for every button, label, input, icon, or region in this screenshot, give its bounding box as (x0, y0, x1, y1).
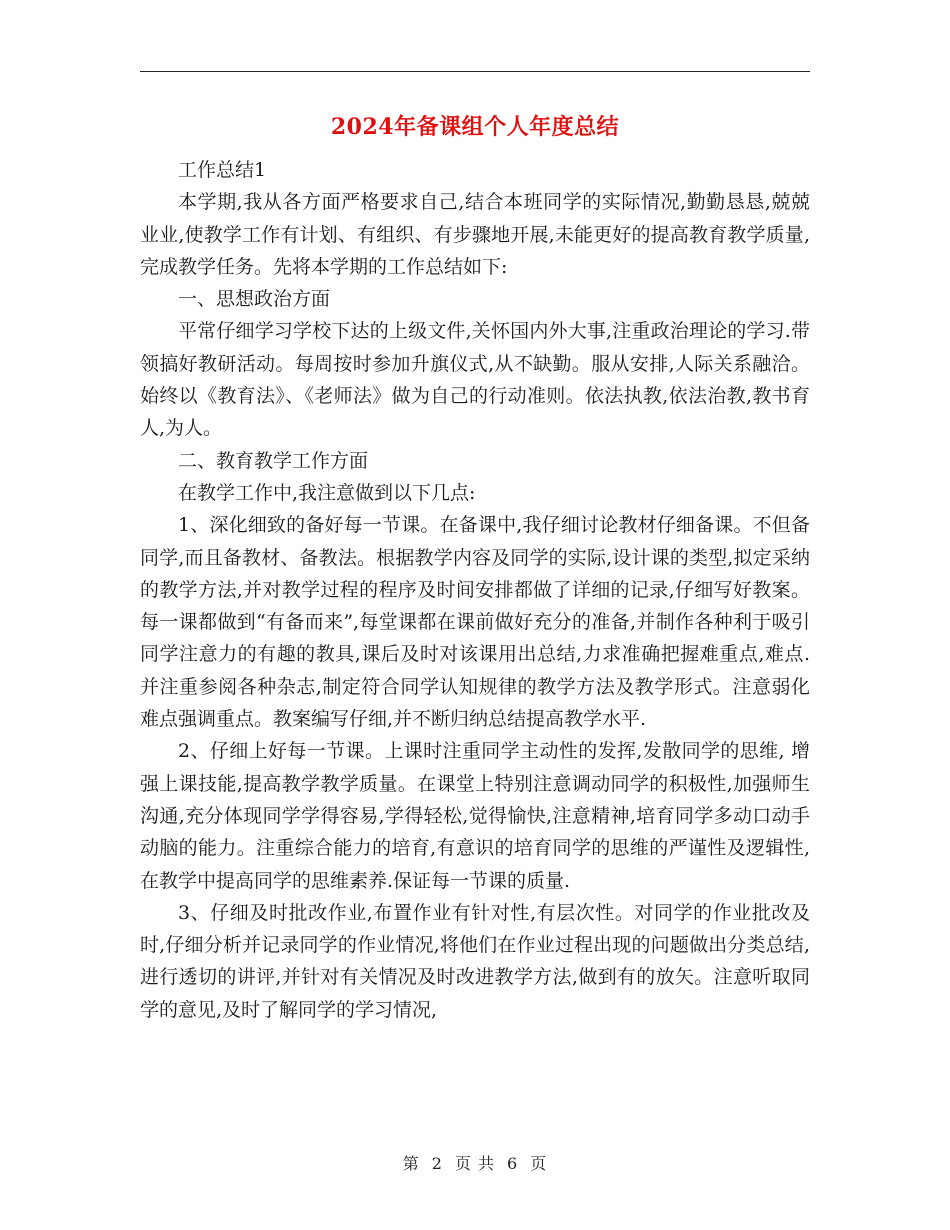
page-footer (0, 1152, 950, 1176)
political-paragraph: 平常仔细学习学校下达的上级文件,关怀国内外大事,注重政治理论的学习.带领搞好教研活动。每周按时参加升旗仪式,从不缺勤。服从安排,人际关系融洽。始终以《教育法》、《老师法》做为自己的行动准则。依法执教,依法治教,教书育人,为人。 (140, 320, 810, 440)
header-rule (140, 71, 810, 72)
document-title: 2024年备课组个人年度总结 (330, 114, 620, 140)
section-label: 工作总结1 (178, 159, 267, 181)
heading-teaching: 二、教育教学工作方面 (178, 449, 369, 472)
footer-page-number: 2 (431, 1154, 443, 1173)
intro-paragraph: 本学期,我从各方面严格要求自己,结合本班同学的实际情况,勤勤恳恳,兢兢业业,使教学工作有计划、有组织、有步骤地开展,未能更好的提高教育教学质量,完成教学任务。先将本学期的工作总结如下: (140, 191, 810, 278)
heading-political: 一、思想政治方面 (178, 288, 331, 311)
document-body (140, 154, 810, 1026)
point-2-paragraph: 2、仔细上好每一节课。上课时注重同学主动性的发挥,发散同学的思维, 增强上课技能,提高教学教学质量。在课堂上特别注意调动同学的积极性,加强师生沟通,充分体现同学学得容易,学得轻松,觉得愉快,注意精神,培育同学多动口动手动脑的能力。注重综合能力的培育,有意识的培育同学的思维的严谨性及逻辑性,在教学中提高同学的思维素养.保证每一节课的质量. (140, 740, 810, 892)
point-1-paragraph: 1、深化细致的备好每一节课。在备课中,我仔细讨论教材仔细备课。不但备同学,而且备教材、备教法。根据教学内容及同学的实际,设计课的类型,拟定采纳的教学方法,并对教学过程的程序及时间安排都做了详细的记录,仔细写好教案。每一课都做到“有备而来”,每堂课都在课前做好充分的准备,并制作各种利于吸引同学注意力的有趣的教具,课后及时对该课用出总结,力求准确把握难重点,难点.并注重参阅各种杂志,制定符合同学认知规律的教学方法及教学形式。注意弱化难点强调重点。教案编写仔细,并不断归纳总结提高教学水平. (140, 514, 810, 731)
point-3-paragraph: 3、仔细及时批改作业,布置作业有针对性,有层次性。对同学的作业批改及时,仔细分析并记录同学的作业情况,将他们在作业过程出现的问题做出分类总结,进行透切的讲评,并针对有关情况及时改进教学方法,做到有的放矢。注意听取同学的意见,及时了解同学的学习情况, (140, 901, 810, 1021)
teaching-intro-paragraph: 在教学工作中,我注意做到以下几点: (178, 481, 476, 504)
footer-prefix: 第 (402, 1154, 420, 1173)
footer-middle: 页 共 (454, 1154, 496, 1173)
footer-suffix: 页 (530, 1154, 548, 1173)
footer-total-pages: 6 (507, 1154, 519, 1173)
